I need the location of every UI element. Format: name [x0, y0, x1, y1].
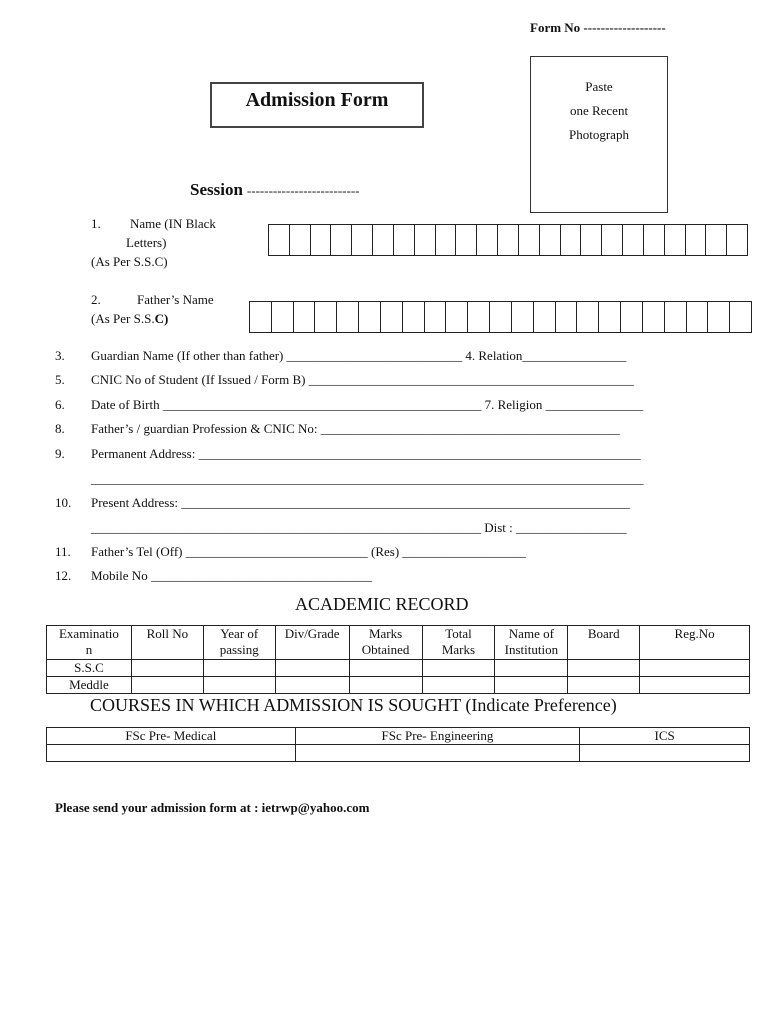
academic-header-cell — [131, 626, 203, 660]
father-letter-box[interactable] — [599, 302, 621, 332]
form-field-line[interactable]: Mobile No __________________________________ — [91, 568, 372, 583]
father-letter-box[interactable] — [621, 302, 643, 332]
name-letter-box[interactable] — [331, 225, 352, 255]
record-input-cell[interactable] — [275, 677, 349, 694]
father-letter-box[interactable] — [687, 302, 709, 332]
header-line-2: passing — [219, 642, 259, 657]
father-letter-box[interactable] — [577, 302, 599, 332]
father-label-num: 2. — [91, 292, 101, 307]
academic-table — [46, 625, 750, 694]
photo-line-3: Photograph — [569, 127, 629, 142]
line-number: 8. — [55, 421, 65, 436]
header-line-1: Examinatio — [58, 626, 119, 641]
name-letter-box[interactable] — [415, 225, 436, 255]
form-field-line[interactable]: Permanent Address: ____________________________________________________________________ — [91, 446, 641, 461]
academic-header-cell — [47, 626, 132, 660]
name-letter-box[interactable] — [352, 225, 373, 255]
photo-line-1: Paste — [585, 79, 613, 94]
name-letter-box[interactable] — [561, 225, 582, 255]
record-input-cell[interactable] — [422, 677, 495, 694]
record-input-cell[interactable] — [203, 677, 275, 694]
father-label-line2 — [91, 311, 168, 327]
record-input-cell[interactable] — [495, 677, 568, 694]
form-field-line[interactable]: Date of Birth _________________________________________________ 7. Religion _______________ — [91, 397, 644, 412]
record-input-cell[interactable] — [349, 677, 422, 694]
session-label: Session — [190, 180, 243, 199]
father-letter-box[interactable] — [556, 302, 578, 332]
father-letter-box[interactable] — [250, 302, 272, 332]
record-input-cell[interactable] — [640, 660, 750, 677]
courses-preference-row — [47, 745, 750, 762]
form-field-line[interactable]: Guardian Name (If other than father) ___________________________ 4. Relation________________ — [91, 348, 627, 363]
name-letter-box[interactable] — [477, 225, 498, 255]
father-letter-box[interactable] — [446, 302, 468, 332]
line-number: 9. — [55, 446, 65, 461]
line-number: 3. — [55, 348, 65, 363]
record-input-cell[interactable] — [349, 660, 422, 677]
header-line-2: Marks — [441, 642, 476, 657]
course-option-cell: ICS — [580, 728, 750, 745]
header-line-1: Total — [445, 626, 472, 641]
father-letter-box[interactable] — [643, 302, 665, 332]
courses-heading: COURSES IN WHICH ADMISSION IS SOUGHT (Indicate Preference) — [90, 695, 617, 715]
academic-header-cell — [640, 626, 750, 660]
academic-header-row — [47, 626, 750, 660]
session-blank[interactable]: -------------------------- — [246, 183, 360, 198]
academic-header-cell — [203, 626, 275, 660]
father-letter-box[interactable] — [490, 302, 512, 332]
name-letter-box[interactable] — [436, 225, 457, 255]
course-option-cell: FSc Pre- Medical — [47, 728, 296, 745]
form-number: Form No ------------------- — [530, 20, 666, 35]
form-field-line[interactable]: Father’s / guardian Profession & CNIC No: ______________________________________________ — [91, 421, 620, 436]
name-letter-box[interactable] — [373, 225, 394, 255]
header-line-1: Name of — [508, 626, 554, 641]
name-letter-box[interactable] — [498, 225, 519, 255]
header-line-1: Roll No — [146, 626, 189, 641]
father-letter-box[interactable] — [381, 302, 403, 332]
record-input-cell[interactable] — [640, 677, 750, 694]
academic-header-cell — [275, 626, 349, 660]
header-line-1: Board — [587, 626, 620, 641]
courses-table — [46, 727, 750, 762]
name-label-line1: Name (IN Black — [130, 216, 216, 231]
courses-header-row — [47, 728, 750, 745]
line-number: 11. — [55, 544, 71, 559]
exam-name-cell: Meddle — [47, 677, 132, 694]
record-input-cell[interactable] — [131, 677, 203, 694]
record-input-cell[interactable] — [203, 660, 275, 677]
father-letter-box[interactable] — [730, 302, 751, 332]
header-line-1: Div/Grade — [284, 626, 340, 641]
header-line-1: Marks — [368, 626, 403, 641]
name-letter-box[interactable] — [269, 225, 290, 255]
academic-header-cell — [495, 626, 568, 660]
line-number: 6. — [55, 397, 65, 412]
table-row — [47, 677, 750, 694]
father-label-prefix: (As Per S.S. — [91, 311, 155, 326]
record-input-cell[interactable] — [422, 660, 495, 677]
form-field-line[interactable]: Present Address: _____________________________________________________________________ — [91, 495, 630, 510]
father-letter-boxes[interactable] — [249, 301, 752, 333]
father-label-line1: Father’s Name — [137, 292, 214, 307]
photo-line-2: one Recent — [569, 103, 629, 118]
father-letter-box[interactable] — [315, 302, 337, 332]
name-letter-box[interactable] — [519, 225, 540, 255]
father-letter-box[interactable] — [512, 302, 534, 332]
line-number: 5. — [55, 372, 65, 387]
father-letter-box[interactable] — [665, 302, 687, 332]
father-letter-box[interactable] — [468, 302, 490, 332]
exam-name-cell: S.S.C — [47, 660, 132, 677]
header-line-1: Reg.No — [674, 626, 715, 641]
header-line-2: n — [85, 642, 93, 657]
father-letter-box[interactable] — [337, 302, 359, 332]
header-line-2: Obtained — [361, 642, 410, 657]
name-label-line3: (As Per S.S.C) — [91, 254, 168, 269]
father-letter-box[interactable] — [294, 302, 316, 332]
course-preference-cell[interactable] — [47, 745, 296, 762]
name-letter-box[interactable] — [394, 225, 415, 255]
form-field-line[interactable]: CNIC No of Student (If Issued / Form B) __________________________________________________ — [91, 372, 634, 387]
course-option-cell: FSc Pre- Engineering — [295, 728, 580, 745]
name-letter-box[interactable] — [311, 225, 332, 255]
photo-placeholder — [530, 56, 668, 213]
record-input-cell[interactable] — [568, 660, 640, 677]
record-input-cell[interactable] — [275, 660, 349, 677]
father-letter-box[interactable] — [359, 302, 381, 332]
name-letter-box[interactable] — [686, 225, 707, 255]
header-line-2: Institution — [504, 642, 559, 657]
name-letter-box[interactable] — [644, 225, 665, 255]
name-letter-box[interactable] — [665, 225, 686, 255]
form-title: Admission Form — [210, 82, 424, 128]
header-line-1: Year of — [220, 626, 259, 641]
line-number: 12. — [55, 568, 72, 583]
father-letter-box[interactable] — [708, 302, 730, 332]
academic-header-cell — [349, 626, 422, 660]
name-letter-box[interactable] — [581, 225, 602, 255]
form-field-line[interactable]: Father’s Tel (Off) ____________________________ (Res) ___________________ — [91, 544, 526, 559]
name-letter-box[interactable] — [727, 225, 747, 255]
father-letter-box[interactable] — [272, 302, 294, 332]
form-field-line[interactable]: ____________________________________________________________ Dist : _________________ — [91, 520, 627, 535]
name-label-num: 1. — [91, 216, 101, 231]
record-input-cell[interactable] — [568, 677, 640, 694]
name-letter-boxes[interactable] — [268, 224, 748, 256]
academic-header-cell — [568, 626, 640, 660]
father-letter-box[interactable] — [425, 302, 447, 332]
academic-header-cell — [422, 626, 495, 660]
name-letter-box[interactable] — [456, 225, 477, 255]
father-letter-box[interactable] — [534, 302, 556, 332]
line-number: 10. — [55, 495, 72, 510]
name-label-line2: Letters) — [126, 235, 167, 250]
course-preference-cell[interactable] — [295, 745, 580, 762]
record-input-cell[interactable] — [495, 660, 568, 677]
name-letter-box[interactable] — [290, 225, 311, 255]
father-letter-box[interactable] — [403, 302, 425, 332]
father-label-bold: C) — [154, 311, 169, 326]
table-row — [47, 660, 750, 677]
footer-note: Please send your admission form at : ietrwp@yahoo.com — [55, 800, 370, 815]
academic-heading: ACADEMIC RECORD — [295, 594, 469, 614]
course-preference-cell[interactable] — [580, 745, 750, 762]
form-field-line[interactable]: _____________________________________________________________________________________ — [91, 471, 644, 486]
record-input-cell[interactable] — [131, 660, 203, 677]
name-letter-box[interactable] — [623, 225, 644, 255]
name-letter-box[interactable] — [602, 225, 623, 255]
name-letter-box[interactable] — [540, 225, 561, 255]
session-row — [190, 180, 359, 200]
name-letter-box[interactable] — [706, 225, 727, 255]
